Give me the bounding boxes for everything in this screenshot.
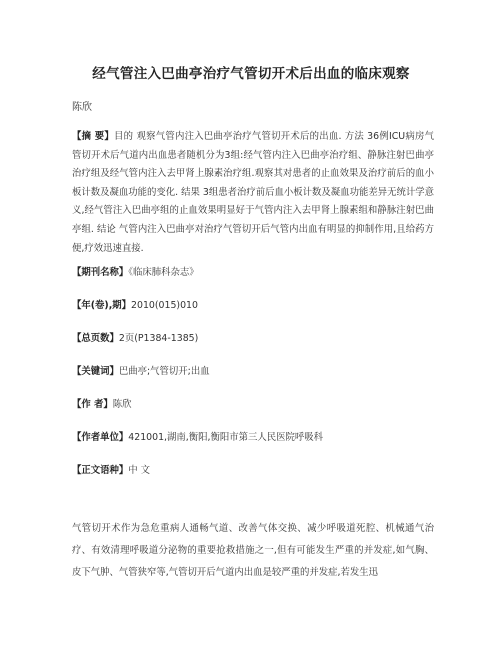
meta-pages: [72, 330, 198, 344]
meta-label: 【期刊名称】: [72, 267, 129, 278]
meta-value: 巴曲亭;气管切开;出血: [118, 366, 210, 377]
meta-label: 【作 者】: [72, 399, 113, 410]
abstract-label: 【摘 要】: [72, 131, 114, 142]
meta-label: 【年(卷),期】: [72, 300, 132, 311]
article-title: 经气管注入巴曲亭治疗气管切开术后出血的临床观察: [92, 66, 410, 82]
meta-value: 2页(P1384-1385): [118, 333, 199, 344]
meta-label: 【作者单位】: [72, 432, 129, 443]
meta-label: 【正文语种】: [72, 465, 129, 476]
meta-keywords: [72, 363, 210, 377]
meta-value: 中 文: [128, 465, 150, 476]
meta-affiliation: [72, 429, 323, 443]
meta-label: 【总页数】: [72, 333, 119, 344]
meta-author: [72, 396, 132, 410]
meta-value: 《临床肺科杂志》: [128, 267, 199, 278]
article-author: 陈欣: [72, 102, 92, 113]
meta-value: 陈欣: [112, 399, 132, 410]
meta-value: 2010(015)010: [131, 300, 198, 311]
meta-volume: [72, 297, 198, 311]
meta-label: 【关键词】: [72, 366, 119, 377]
meta-journal: [72, 264, 199, 278]
body-paragraph: 气管切开术作为急危重病人通畅气道、改善气体交换、减少呼吸道死腔、机械通气治疗、有效清理呼吸道分泌物的重要抢救措施之一,但有可能发生严重的并发症,如气胸、皮下气肿、气管狭窄等,气管切开后气道内出血是较严重的并发症,若发生迅: [72, 523, 434, 578]
meta-language: [72, 462, 150, 476]
abstract-text: 目的 观察气管内注入巴曲亭治疗气管切开术后的出血. 方法 36例ICU病房气管切开术后气道内出血患者随机分为3组:经气管内注入巴曲亭治疗组、静脉注射巴曲亭治疗组及经气管内注入去甲肾上腺素治疗组.观察其对患者的止血效果及治疗前后的血小板计数及凝血功能的变化. 结果 3组患者治疗前后血小板计数及凝血功能差异无统计学意义,经气管注入巴曲亭组的止血效果明显好于气管内注入去甲肾上腺素组和静脉注射巴曲亭组. 结论 气管内注入巴曲亭对治疗气管切开后气管内出血有明显的抑制作用,且给药方便,疗效迅速直接.: [72, 131, 435, 254]
meta-value: 421001,湖南,衡阳,衡阳市第三人民医院呼吸科: [128, 432, 323, 443]
abstract-block: [72, 128, 434, 258]
